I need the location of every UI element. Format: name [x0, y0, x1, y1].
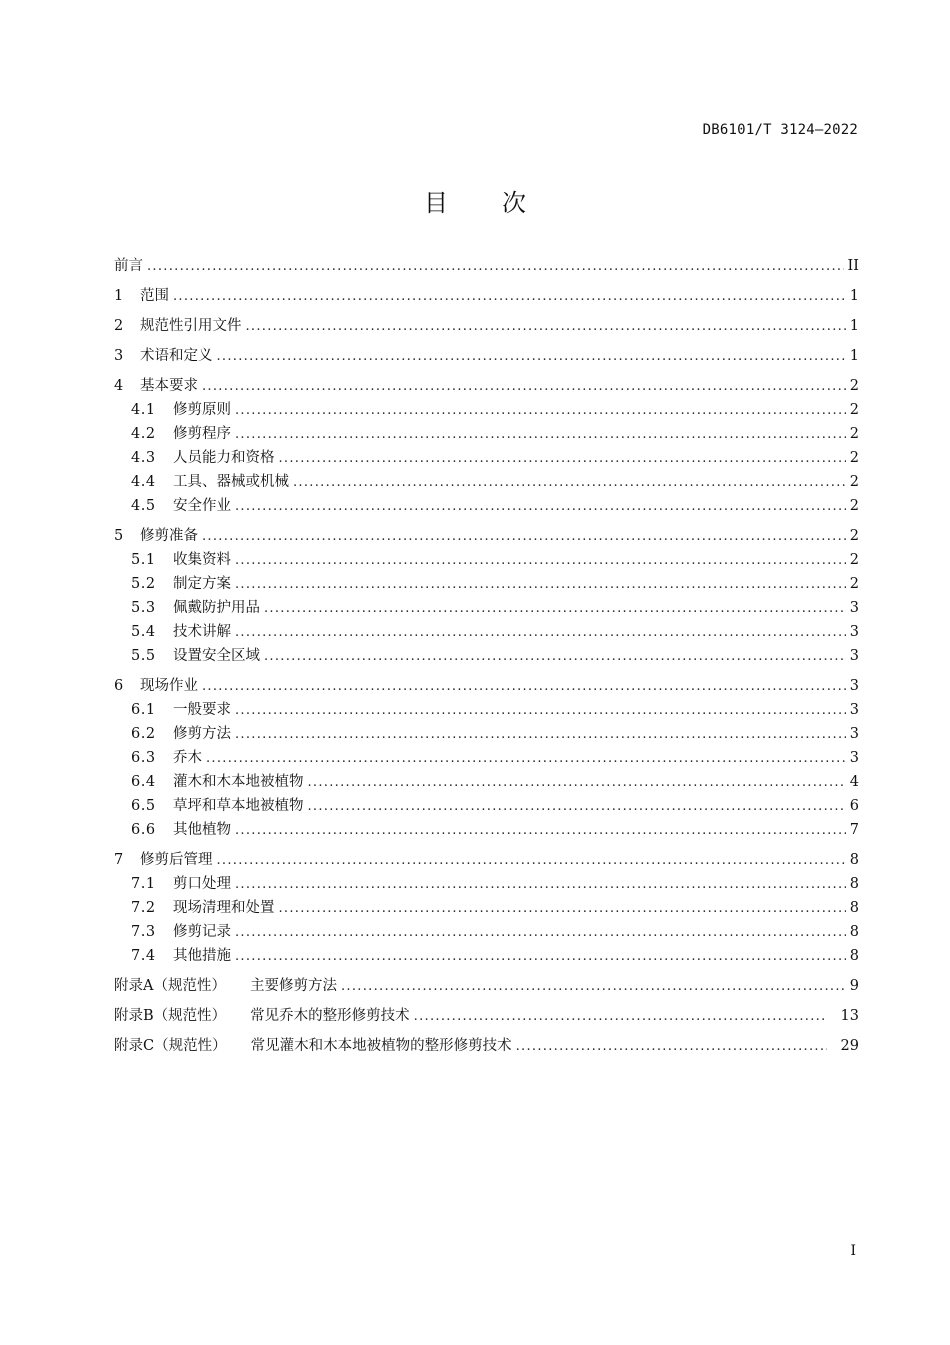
- dot-leader: [235, 549, 846, 573]
- toc-entry-label: 修剪程序: [173, 426, 231, 442]
- toc-entry-number: 6.3: [131, 750, 156, 766]
- toc-subentry[interactable]: [114, 572, 859, 596]
- dot-leader: [279, 897, 846, 921]
- toc-entry-label: 技术讲解: [173, 624, 231, 640]
- toc-entry-label: 现场作业: [140, 678, 198, 694]
- dot-leader: [235, 621, 846, 645]
- toc-entry-number: 7.4: [131, 948, 156, 964]
- toc-entry[interactable]: [114, 254, 859, 278]
- title-char-2: 次: [502, 189, 526, 217]
- toc-entry-page: 9: [849, 978, 859, 994]
- toc-entry-page: 2: [849, 450, 859, 466]
- title-char-1: 目: [424, 189, 448, 217]
- dot-leader: [308, 795, 846, 819]
- toc-entry-label: 范围: [140, 288, 169, 304]
- toc-entry-page: 6: [849, 798, 859, 814]
- toc-entry-number: 6.6: [131, 822, 156, 838]
- toc-subentry[interactable]: [114, 494, 859, 518]
- toc-entry-label: 修剪原则: [173, 402, 231, 418]
- toc-entry-number: 5.3: [131, 600, 156, 616]
- toc-entry-page: 1: [849, 318, 859, 334]
- toc-subentry[interactable]: [114, 644, 859, 668]
- appendix-tag: 附录B（规范性）: [114, 1008, 227, 1024]
- toc-entry-number: 6.5: [131, 798, 156, 814]
- toc-entry-page: 8: [849, 948, 859, 964]
- dot-leader: [235, 945, 846, 969]
- dot-leader: [293, 471, 846, 495]
- toc-appendix-entry[interactable]: [114, 1004, 859, 1028]
- toc-subentry[interactable]: [114, 620, 859, 644]
- toc-entry-page: 8: [849, 924, 859, 940]
- toc-entry-number: 6.2: [131, 726, 156, 742]
- toc-entry-label: 剪口处理: [173, 876, 231, 892]
- toc-subentry[interactable]: [114, 794, 859, 818]
- toc-subentry[interactable]: [114, 770, 859, 794]
- toc-entry-page: 13: [840, 1008, 859, 1024]
- toc-entry-page: 3: [849, 678, 859, 694]
- toc-subentry[interactable]: [114, 896, 859, 920]
- toc-entry-label: 其他植物: [173, 822, 231, 838]
- toc-entry-label: 灌木和木本地被植物: [173, 774, 304, 790]
- toc-entry-number: 4: [114, 378, 124, 394]
- toc-entry-page: 8: [849, 876, 859, 892]
- toc-entry-label: 修剪记录: [173, 924, 231, 940]
- toc-subentry[interactable]: [114, 872, 859, 896]
- toc-entry-number: 4.5: [131, 498, 156, 514]
- toc-subentry[interactable]: [114, 398, 859, 422]
- toc-entry[interactable]: [114, 524, 859, 548]
- toc-entry-label: 修剪准备: [140, 528, 198, 544]
- toc-entry-page: 2: [849, 528, 859, 544]
- table-of-contents: [114, 254, 859, 1058]
- page-number: I: [850, 1243, 856, 1259]
- toc-entry-label: 草坪和草本地被植物: [173, 798, 304, 814]
- toc-entry-label: 现场清理和处置: [173, 900, 275, 916]
- toc-entry-page: II: [847, 258, 859, 274]
- document-code: DB6101/T 3124—2022: [702, 122, 858, 138]
- toc-entry-label: 工具、器械或机械: [173, 474, 289, 490]
- dot-leader: [173, 285, 846, 309]
- dot-leader: [341, 975, 846, 999]
- toc-entry-label: 术语和定义: [140, 348, 213, 364]
- toc-entry[interactable]: [114, 674, 859, 698]
- toc-entry-label: 设置安全区域: [173, 648, 260, 664]
- toc-subentry[interactable]: [114, 818, 859, 842]
- toc-subentry[interactable]: [114, 746, 859, 770]
- appendix-tag: 附录A（规范性）: [114, 978, 226, 994]
- appendix-tag: 附录C（规范性）: [114, 1038, 227, 1054]
- toc-entry[interactable]: [114, 284, 859, 308]
- toc-entry-page: 3: [849, 750, 859, 766]
- toc-entry-page: 2: [849, 402, 859, 418]
- toc-entry[interactable]: [114, 314, 859, 338]
- toc-entry-number: 4.2: [131, 426, 156, 442]
- toc-entry-number: 7.1: [131, 876, 156, 892]
- toc-entry-page: 2: [849, 426, 859, 442]
- dot-leader: [147, 255, 844, 279]
- dot-leader: [279, 447, 846, 471]
- toc-entry-label: 其他措施: [173, 948, 231, 964]
- toc-entry-label: 主要修剪方法: [249, 978, 337, 994]
- dot-leader: [235, 921, 846, 945]
- toc-entry-page: 3: [849, 600, 859, 616]
- toc-entry-number: 4.3: [131, 450, 156, 466]
- dot-leader: [235, 399, 846, 423]
- toc-subentry[interactable]: [114, 422, 859, 446]
- toc-entry-label: 常见灌木和木本地被植物的整形修剪技术: [250, 1038, 512, 1054]
- toc-entry-label: 前言: [114, 258, 143, 274]
- toc-entry-page: 3: [849, 624, 859, 640]
- toc-entry-number: 4.1: [131, 402, 156, 418]
- toc-entry-number: 7.3: [131, 924, 156, 940]
- toc-subentry[interactable]: [114, 470, 859, 494]
- dot-leader: [202, 525, 846, 549]
- toc-entry-number: 5.5: [131, 648, 156, 664]
- toc-entry-page: 2: [849, 378, 859, 394]
- toc-entry-page: 2: [849, 576, 859, 592]
- toc-entry-number: 4.4: [131, 474, 156, 490]
- toc-entry-page: 2: [849, 498, 859, 514]
- toc-appendix-entry[interactable]: [114, 1034, 859, 1058]
- toc-entry-page: 3: [849, 702, 859, 718]
- toc-entry-page: 2: [849, 552, 859, 568]
- dot-leader: [414, 1005, 827, 1029]
- dot-leader: [202, 675, 846, 699]
- toc-entry[interactable]: [114, 848, 859, 872]
- toc-entry-page: 7: [849, 822, 859, 838]
- toc-entry-page: 29: [840, 1038, 859, 1054]
- dot-leader: [516, 1035, 827, 1059]
- toc-subentry[interactable]: [114, 446, 859, 470]
- dot-leader: [217, 849, 846, 873]
- dot-leader: [235, 819, 846, 843]
- dot-leader: [264, 597, 846, 621]
- toc-entry-label: 常见乔木的整形修剪技术: [250, 1008, 410, 1024]
- toc-appendix-entry[interactable]: [114, 974, 859, 998]
- toc-subentry[interactable]: [114, 920, 859, 944]
- toc-entry-page: 8: [849, 852, 859, 868]
- dot-leader: [235, 495, 846, 519]
- toc-entry-label: 基本要求: [140, 378, 198, 394]
- toc-entry-label: 佩戴防护用品: [173, 600, 260, 616]
- dot-leader: [235, 423, 846, 447]
- dot-leader: [308, 771, 846, 795]
- toc-entry-page: 2: [849, 474, 859, 490]
- toc-entry-label: 修剪后管理: [140, 852, 213, 868]
- toc-entry-page: 4: [849, 774, 859, 790]
- toc-entry-number: 5.4: [131, 624, 156, 640]
- toc-entry-label: 制定方案: [173, 576, 231, 592]
- toc-entry-number: 2: [114, 318, 124, 334]
- dot-leader: [202, 375, 846, 399]
- toc-entry-label: 人员能力和资格: [173, 450, 275, 466]
- toc-entry-label: 修剪方法: [173, 726, 231, 742]
- dot-leader: [235, 573, 846, 597]
- toc-entry-number: 6.4: [131, 774, 156, 790]
- toc-entry-number: 5: [114, 528, 124, 544]
- toc-entry-number: 5.1: [131, 552, 156, 568]
- toc-entry-label: 收集资料: [173, 552, 231, 568]
- toc-entry-page: 3: [849, 648, 859, 664]
- page-title: [0, 183, 950, 218]
- dot-leader: [246, 315, 846, 339]
- toc-entry-number: 3: [114, 348, 124, 364]
- toc-subentry[interactable]: [114, 596, 859, 620]
- toc-entry-label: 规范性引用文件: [140, 318, 242, 334]
- toc-entry-label: 一般要求: [173, 702, 231, 718]
- toc-entry-label: 乔木: [173, 750, 202, 766]
- dot-leader: [217, 345, 846, 369]
- toc-entry-page: 3: [849, 726, 859, 742]
- dot-leader: [235, 873, 846, 897]
- toc-subentry[interactable]: [114, 698, 859, 722]
- dot-leader: [235, 723, 846, 747]
- dot-leader: [235, 699, 846, 723]
- toc-subentry[interactable]: [114, 944, 859, 968]
- toc-entry-number: 6: [114, 678, 124, 694]
- toc-entry[interactable]: [114, 344, 859, 368]
- dot-leader: [206, 747, 846, 771]
- toc-entry-number: 5.2: [131, 576, 156, 592]
- toc-entry-page: 1: [849, 348, 859, 364]
- toc-entry-number: 7: [114, 852, 124, 868]
- toc-entry-number: 1: [114, 288, 124, 304]
- toc-entry-number: 6.1: [131, 702, 156, 718]
- toc-entry-page: 1: [849, 288, 859, 304]
- toc-entry[interactable]: [114, 374, 859, 398]
- toc-subentry[interactable]: [114, 548, 859, 572]
- toc-entry-number: 7.2: [131, 900, 156, 916]
- toc-subentry[interactable]: [114, 722, 859, 746]
- dot-leader: [264, 645, 846, 669]
- toc-entry-page: 8: [849, 900, 859, 916]
- toc-entry-label: 安全作业: [173, 498, 231, 514]
